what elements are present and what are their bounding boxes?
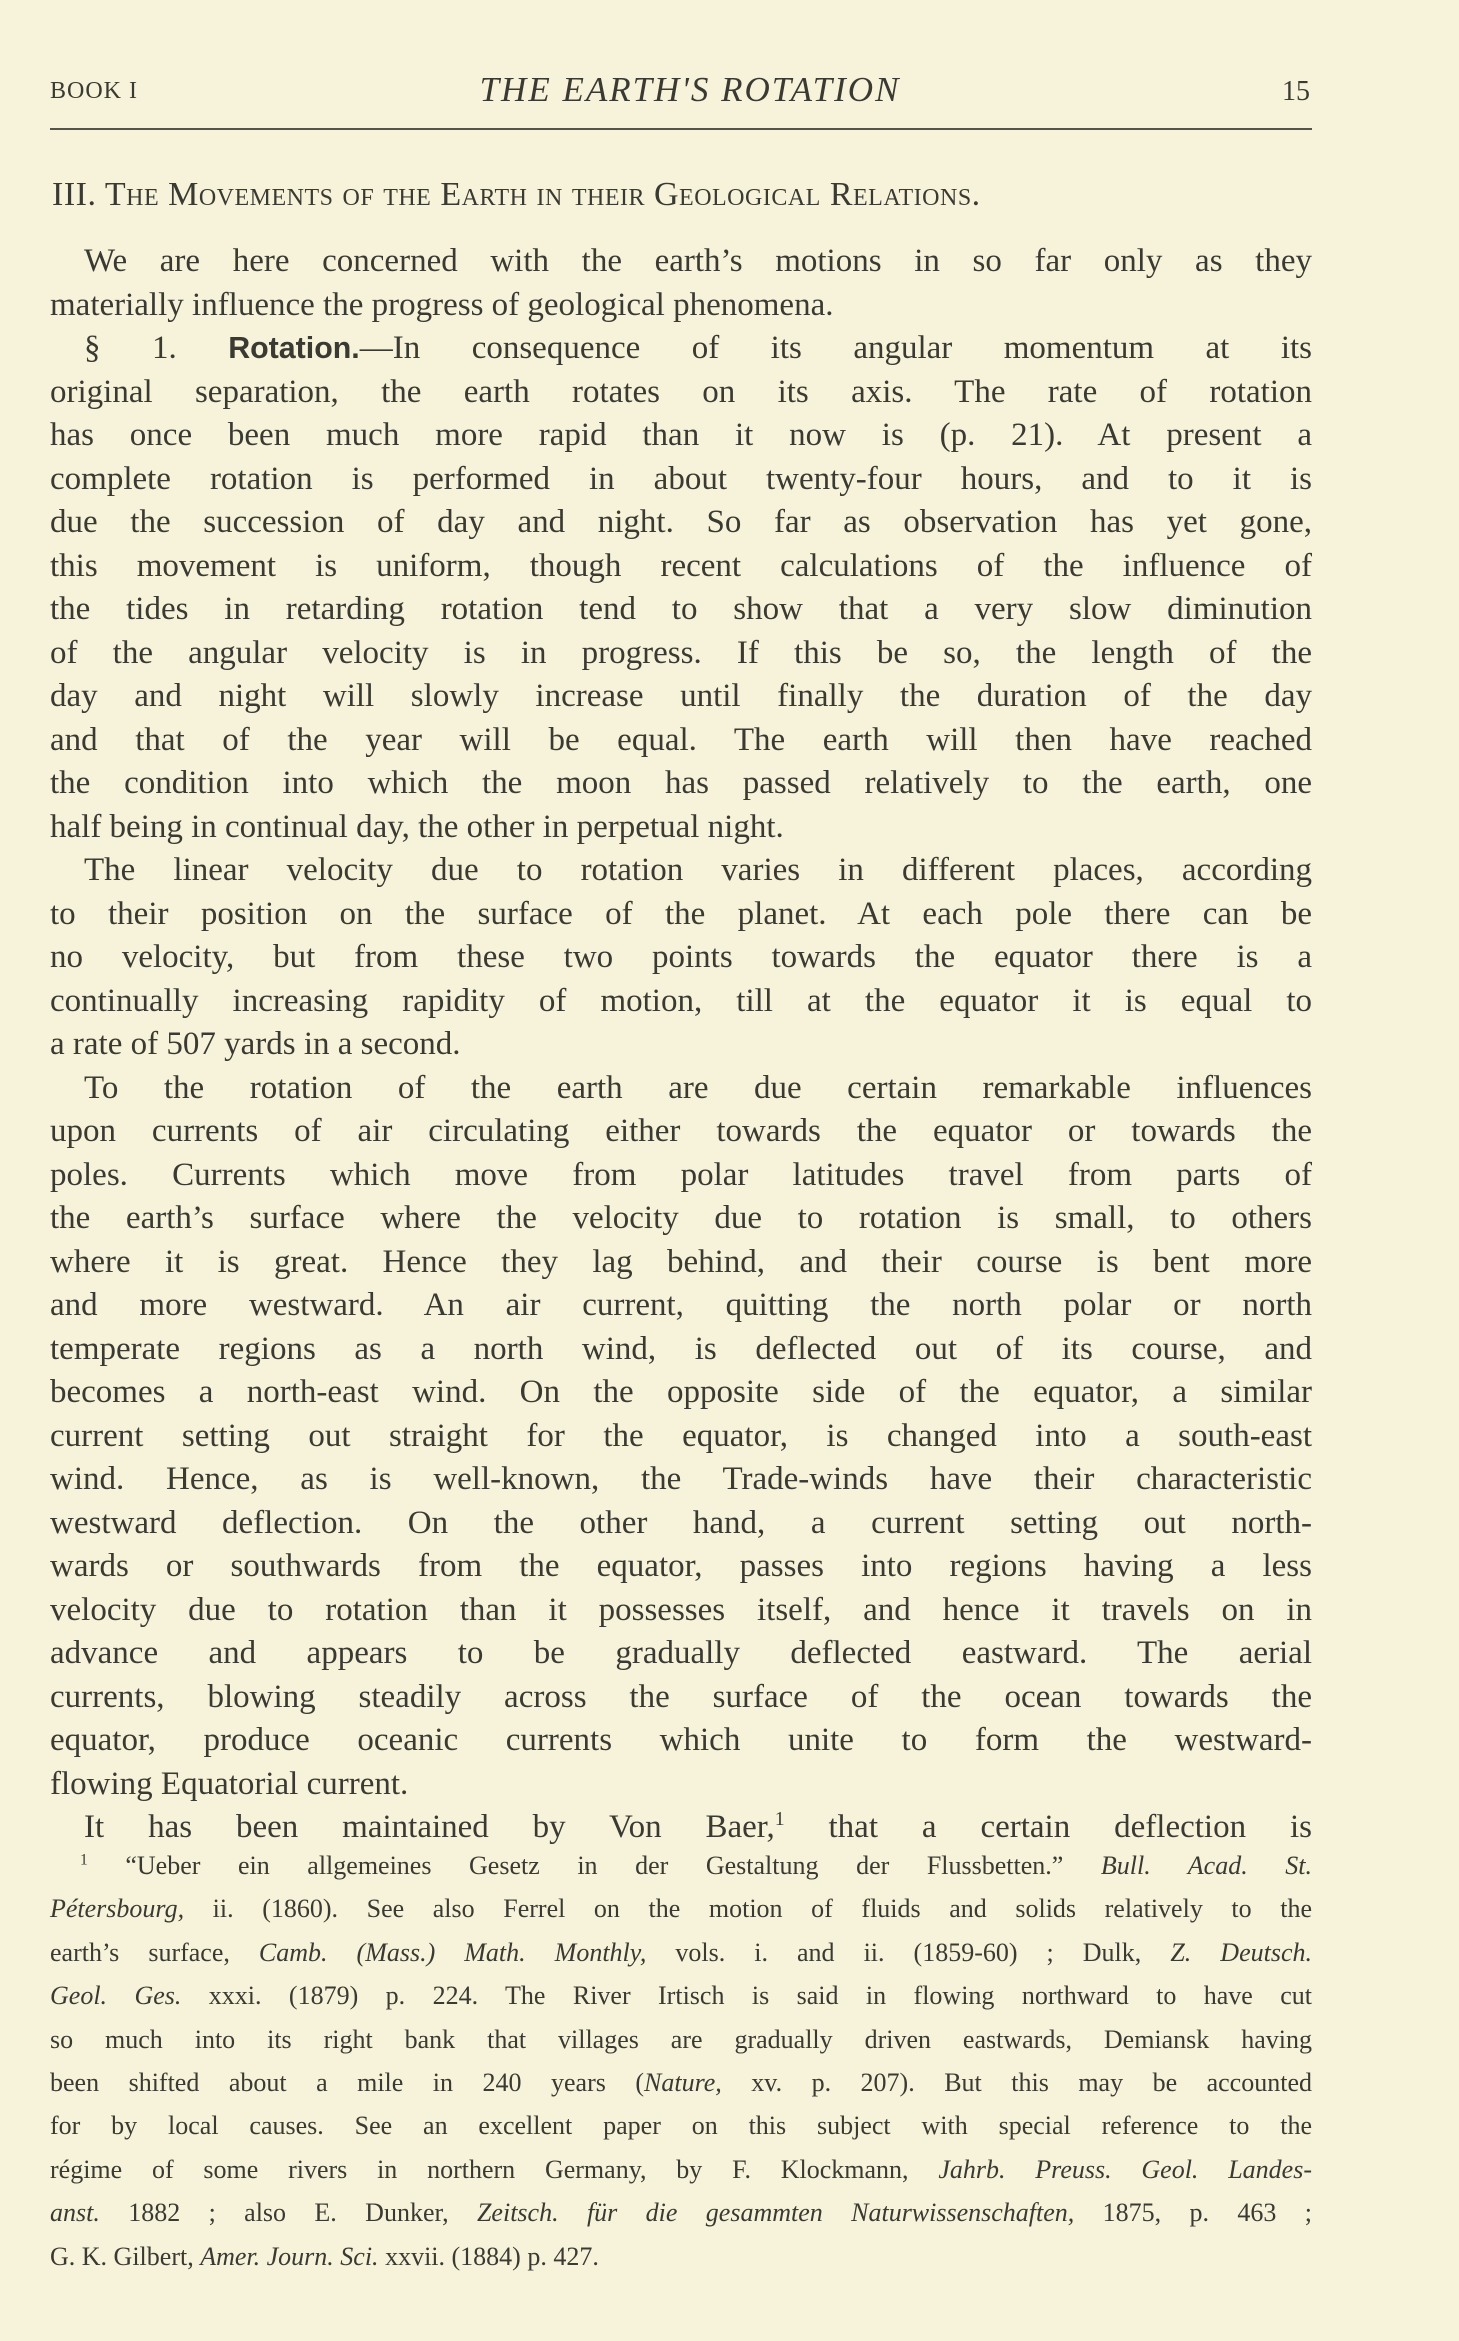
- text-run: We are here concerned with the earth’s motions in so far only as they: [84, 243, 1312, 279]
- body-line: [50, 1719, 1312, 1762]
- text-run: 1882 ; also E. Dunker,: [99, 2198, 477, 2228]
- body-line: [50, 1763, 1312, 1806]
- body-line: [50, 1110, 1312, 1153]
- text-run: continually increasing rapidity of motion, till at the equator it is equal to: [50, 982, 1312, 1019]
- footnote-line: [50, 2150, 1312, 2190]
- text-run: 1875, p. 463 ;: [1074, 2198, 1312, 2228]
- text-run: complete rotation is performed in about twenty-four hours, and to it is: [50, 460, 1312, 497]
- text-run: so much into its right bank that villages are gradually driven eastwards, Demiansk having: [50, 2024, 1312, 2054]
- text-run: Camb. (Mass.) Math. Monthly,: [258, 1937, 647, 1967]
- text-run: a rate of 507 yards in a second.: [50, 1026, 461, 1062]
- text-run: xxvii. (1884) p. 427.: [378, 2241, 599, 2271]
- footnote-line: [50, 2063, 1312, 2103]
- text-run: westward deflection. On the other hand, a current setting out north-: [50, 1504, 1312, 1541]
- section-heading: III. The Movements of the Earth in their Geological Relations.: [52, 176, 981, 213]
- body-line: [50, 1502, 1312, 1545]
- body-line: [50, 1284, 1312, 1327]
- text-run: advance and appears to be gradually deflected eastward. The aerial: [50, 1635, 1312, 1671]
- text-run: Jahrb. Preuss. Geol. Landes-: [938, 2154, 1312, 2184]
- text-run: Geol. Ges.: [50, 1981, 182, 2011]
- text-run: half being in continual day, the other in perpetual night.: [50, 808, 784, 845]
- text-run: § 1.: [84, 330, 229, 366]
- body-line: [50, 588, 1312, 631]
- text-run: the condition into which the moon has passed relatively to the earth, one: [50, 765, 1312, 801]
- body-line: [84, 327, 1312, 370]
- running-head-book: BOOK I: [50, 78, 138, 104]
- body-line: [50, 414, 1312, 457]
- text-run: velocity due to rotation than it possesses itself, and hence it travels on in: [50, 1591, 1312, 1628]
- text-run: and more westward. An air current, quitting the north polar or north: [50, 1287, 1312, 1323]
- running-head-title: THE EARTH'S ROTATION: [479, 70, 901, 109]
- text-run: Nature,: [644, 2068, 722, 2097]
- text-run: Amer. Journ. Sci.: [200, 2241, 379, 2271]
- text-run: ii. (1860). See also Ferrel on the motion of fluids and solids relatively to the: [184, 1894, 1312, 1924]
- text-run: poles. Currents which move from polar latitudes travel from parts of: [50, 1156, 1312, 1193]
- body-line: [50, 545, 1312, 588]
- text-run: earth’s surface,: [50, 1937, 259, 1967]
- body-line: [50, 806, 1312, 849]
- text-run: and that of the year will be equal. The earth will then have reached: [50, 721, 1312, 758]
- text-run: has once been much more rapid than it now is (p. 21). At present a: [50, 417, 1312, 453]
- text-run: that a certain deflection is: [784, 1809, 1312, 1845]
- text-run: where it is great. Hence they lag behind, and their course is bent more: [50, 1243, 1312, 1280]
- text-run: current setting out straight for the equator, is changed into a south-east: [50, 1417, 1312, 1454]
- footnote-line: [50, 1976, 1312, 2016]
- body-line: [84, 1806, 1312, 1849]
- text-run: the earth’s surface where the velocity due to rotation is small, to others: [50, 1200, 1312, 1236]
- text-run: original separation, the earth rotates on its axis. The rate of rotation: [50, 373, 1312, 410]
- body-line: [50, 284, 1312, 327]
- body-line: [50, 980, 1312, 1023]
- text-run: G. K. Gilbert,: [50, 2241, 201, 2271]
- text-run: day and night will slowly increase until finally the duration of the day: [50, 678, 1312, 714]
- body-line: [50, 1023, 1312, 1066]
- footnote-line: [50, 2193, 1312, 2233]
- text-run: to their position on the surface of the planet. At each pole there can be: [50, 895, 1312, 932]
- body-line: [50, 632, 1312, 675]
- text-run: It has been maintained by Von Baer,: [84, 1809, 775, 1845]
- page-number: 15: [1282, 76, 1310, 107]
- body-line: [50, 1632, 1312, 1675]
- body-line: [84, 1067, 1312, 1110]
- text-run: —In consequence of its angular momentum at its: [359, 330, 1312, 366]
- body-line: [84, 849, 1312, 892]
- text-run: upon currents of air circulating either towards the equator or towards the: [50, 1113, 1312, 1149]
- text-run: régime of some rivers in northern Germany, by F. Klockmann,: [50, 2154, 939, 2184]
- body-line: [50, 719, 1312, 762]
- text-run: no velocity, but from these two points towards the equator there is a: [50, 939, 1312, 975]
- footnote-line: [50, 2020, 1312, 2060]
- text-run: for by local causes. See an excellent paper on this subject with special reference to the: [50, 2111, 1312, 2141]
- text-run: anst.: [50, 2198, 100, 2228]
- text-run: of the angular velocity is in progress. If this be so, the length of the: [50, 634, 1312, 671]
- text-run: becomes a north-east wind. On the opposite side of the equator, a similar: [50, 1374, 1312, 1410]
- body-line: [50, 1154, 1312, 1197]
- body-line: [50, 1676, 1312, 1719]
- text-run: xxxi. (1879) p. 224. The River Irtisch is said in flowing northward to have cut: [181, 1981, 1312, 2011]
- body-line: [50, 501, 1312, 544]
- footnote-marker: 1: [774, 1808, 785, 1831]
- text-run: “Ueber ein allgemeines Gesetz in der Gestaltung der Flussbetten.”: [87, 1851, 1101, 1880]
- footnote-line: [50, 2106, 1312, 2146]
- body-line: [50, 762, 1312, 805]
- text-run: Bull. Acad. St.: [1100, 1851, 1312, 1880]
- text-run: this movement is uniform, though recent calculations of the influence of: [50, 547, 1312, 584]
- text-run: Zeitsch. für die gesammten Naturwissenschaften,: [476, 2198, 1075, 2228]
- footnote-line: [50, 1933, 1312, 1973]
- text-run: xv. p. 207). But this may be accounted: [721, 2068, 1312, 2097]
- body-line: [50, 936, 1312, 979]
- text-run: The linear velocity due to rotation varies in different places, according: [84, 852, 1312, 888]
- body-line: [50, 371, 1312, 414]
- text-run: wind. Hence, as is well-known, the Trade-winds have their characteristic: [50, 1461, 1312, 1497]
- text-run: Pétersbourg,: [50, 1894, 185, 1924]
- text-run: flowing Equatorial current.: [50, 1765, 409, 1802]
- body-line: [84, 240, 1312, 283]
- text-run: Rotation.: [228, 332, 360, 365]
- text-run: materially influence the progress of geological phenomena.: [50, 286, 834, 323]
- body-line: [50, 893, 1312, 936]
- body-line: [50, 458, 1312, 501]
- text-run: vols. i. and ii. (1859-60) ; Dulk,: [646, 1937, 1171, 1967]
- body-line: [50, 1328, 1312, 1371]
- body-line: [50, 675, 1312, 718]
- footnote-marker: 1: [80, 1851, 88, 1869]
- text-run: due the succession of day and night. So far as observation has yet gone,: [50, 504, 1312, 540]
- body-line: [50, 1197, 1312, 1240]
- text-run: been shifted about a mile in 240 years (: [50, 2068, 645, 2097]
- text-run: To the rotation of the earth are due certain remarkable influences: [84, 1069, 1312, 1106]
- body-line: [50, 1371, 1312, 1414]
- text-run: temperate regions as a north wind, is deflected out of its course, and: [50, 1330, 1312, 1367]
- body-line: [50, 1458, 1312, 1501]
- footnote-line: [50, 2237, 1312, 2277]
- footnote-line: [50, 1889, 1312, 1929]
- header-rule: [50, 128, 1312, 130]
- footnote-line: [80, 1846, 1312, 1886]
- text-run: Z. Deutsch.: [1170, 1937, 1312, 1967]
- text-run: equator, produce oceanic currents which unite to form the westward-: [50, 1722, 1312, 1758]
- body-line: [50, 1545, 1312, 1588]
- body-line: [50, 1241, 1312, 1284]
- body-line: [50, 1589, 1312, 1632]
- body-line: [50, 1415, 1312, 1458]
- text-run: the tides in retarding rotation tend to show that a very slow diminution: [50, 591, 1312, 627]
- text-run: currents, blowing steadily across the surface of the ocean towards the: [50, 1678, 1312, 1715]
- text-run: wards or southwards from the equator, passes into regions having a less: [50, 1548, 1312, 1584]
